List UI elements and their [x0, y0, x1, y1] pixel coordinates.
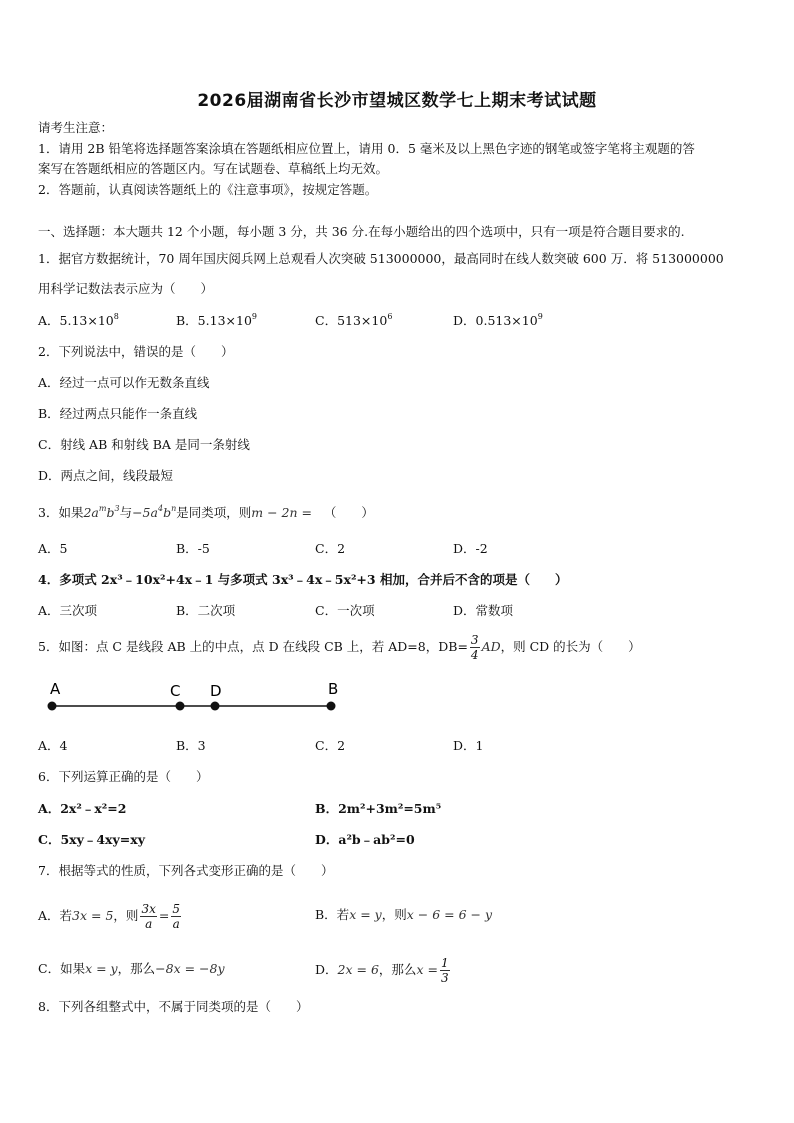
q5-stem: 5．如图：点 C 是线段 AB 上的中点，点 D 在线段 CB 上，若 AD=8，DB= $\frac{3}{4}$ AD，则 CD 的长为（ ）	[38, 633, 641, 662]
q5-option-a: A．4	[38, 738, 68, 753]
q1-option-c: C．$513\times 10^6$	[315, 312, 393, 328]
q1-stem-a: 1．据官方数据统计，70 周年国庆阅兵网上总观看人次突破 513000000，最高同时在线人数突破 600 万．将 513000000	[38, 251, 724, 266]
q5-segment-figure	[40, 676, 350, 718]
q3-stem: 3．如果$2a^mb^3$与$-5a^4b^n$是同类项，则m − 2n = （ ）	[38, 504, 374, 520]
q6-option-a: A．2x²﹣x²=2	[38, 801, 127, 816]
q4-option-b: B．二次项	[176, 603, 236, 618]
q3-term-1: $2a^mb^3$	[83, 504, 120, 520]
section-heading: 一、选择题：本大题共 12 个小题，每小题 3 分，共 36 分.在每小题给出的四个选项中，只有一项是符合题目要求的.	[38, 224, 685, 239]
notice-item-1a: 1．请用 2B 铅笔将选择题答案涂填在答题纸相应位置上，请用 0．5 毫米及以上黑色字迹的钢笔或签字笔将主观题的答	[38, 141, 695, 156]
page-title: 2026届湖南省长沙市望城区数学七上期末考试试题	[197, 91, 597, 111]
point-d-label: D	[210, 682, 222, 700]
point-c-dot	[176, 702, 185, 711]
point-a-dot	[48, 702, 57, 711]
q7-option-a: A．若3x = 5，则 $\frac{3x}{a}$ = $\frac{5}{a}$	[38, 902, 180, 931]
q6-option-b: B．2m²+3m²=5m⁵	[315, 801, 442, 816]
q6-stem: 6．下列运算正确的是（ ）	[38, 769, 209, 784]
q4-option-a: A．三次项	[38, 603, 98, 618]
q4-option-c: C．一次项	[315, 603, 375, 618]
q5-option-c: C．2	[315, 738, 346, 753]
q1-option-a: A．$5.13\times 10^8$	[38, 312, 119, 328]
q7-option-c: C．如果x = y，那么−8x = −8y	[38, 961, 225, 976]
q7-stem: 7．根据等式的性质，下列各式变形正确的是（ ）	[38, 863, 334, 878]
q3-option-a: A．5	[38, 541, 68, 556]
q4-option-d: D．常数项	[453, 603, 514, 618]
point-c-label: C	[170, 682, 181, 700]
point-b-dot	[327, 702, 336, 711]
q5-option-b: B．3	[176, 738, 206, 753]
point-d-dot	[211, 702, 220, 711]
q2-option-b: B．经过两点只能作一条直线	[38, 406, 198, 421]
q2-option-d: D．两点之间，线段最短	[38, 468, 174, 483]
q6-option-c: C．5xy﹣4xy=xy	[38, 832, 145, 847]
q1-option-b: B．$5.13\times 10^9$	[176, 312, 257, 328]
q5-option-d: D．1	[453, 738, 484, 753]
q2-stem: 2．下列说法中，错误的是（ ）	[38, 344, 234, 359]
q3-expression: m − 2n =	[251, 505, 312, 520]
q2-option-c: C．射线 AB 和射线 BA 是同一条射线	[38, 437, 250, 452]
q3-option-c: C．2	[315, 541, 346, 556]
q5-fraction: $\frac{3}{4}$	[470, 633, 479, 662]
point-b-label: B	[328, 680, 339, 698]
q3-option-d: D．-2	[453, 541, 488, 556]
q7-option-d: D．2x = 6，那么x = $\frac{1}{3}$	[315, 956, 449, 985]
q3-option-b: B．-5	[176, 541, 210, 556]
q8-stem: 8．下列各组整式中，不属于同类项的是（ ）	[38, 999, 309, 1014]
q3-term-2: $-5a^4b^n$	[132, 504, 177, 520]
notice-item-2: 2．答题前，认真阅读答题纸上的《注意事项》，按规定答题。	[38, 182, 378, 197]
notice-item-1b: 案写在答题纸相应的答题区内。写在试题卷、草稿纸上均无效。	[38, 161, 389, 176]
q1-option-d: D．$0.513\times 10^9$	[453, 312, 543, 328]
q4-stem: 4．多项式 2x³﹣10x²+4x﹣1 与多项式 3x³﹣4x﹣5x²+3 相加，合并后不含的项是（ ）	[38, 572, 568, 587]
q1-stem-b: 用科学记数法表示应为（ ）	[38, 281, 214, 296]
point-a-label: A	[50, 680, 61, 698]
q7-option-b: B．若x = y，则x − 6 = 6 − y	[315, 907, 493, 922]
q2-option-a: A．经过一点可以作无数条直线	[38, 375, 210, 390]
q6-option-d: D．a²b﹣ab²=0	[315, 832, 415, 847]
notice-heading: 请考生注意：	[38, 120, 114, 135]
